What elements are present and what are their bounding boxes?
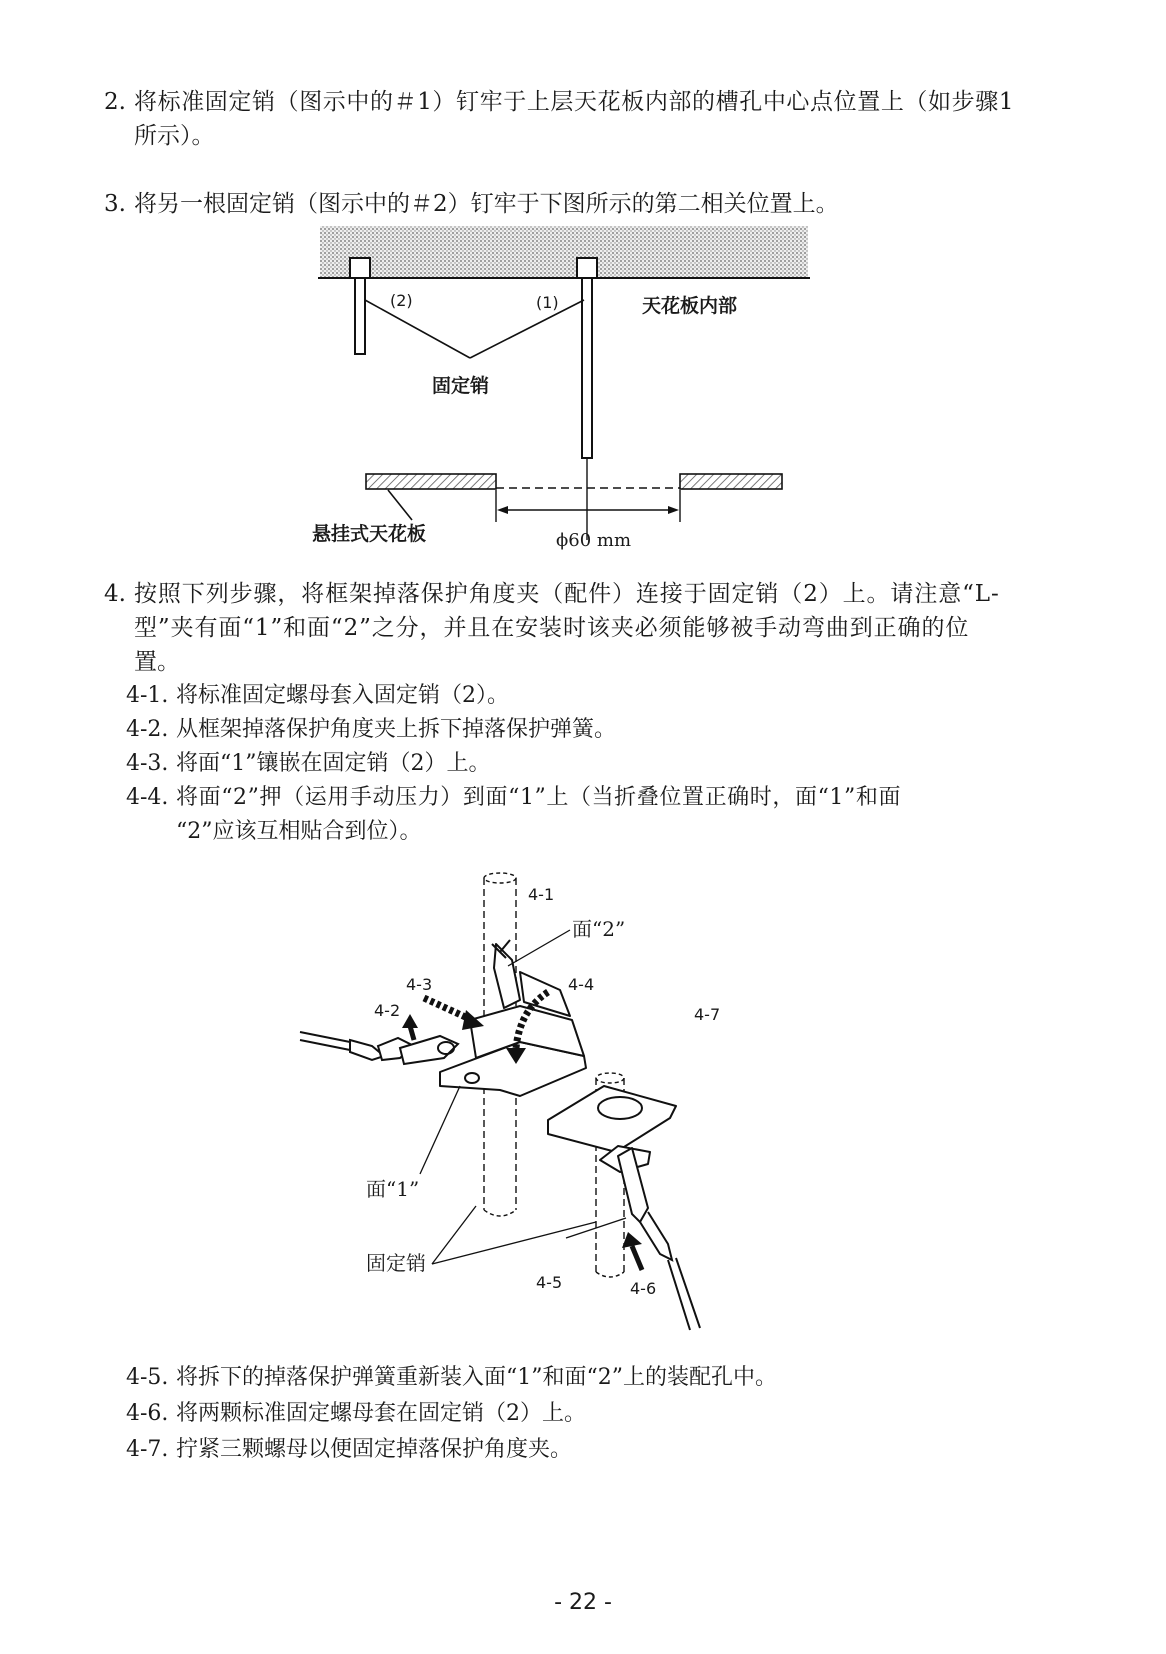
substep-4-1-text: 将标准固定螺母套入固定销（2）。 xyxy=(176,683,509,708)
upper-ceiling-slab xyxy=(320,226,808,278)
figure-ceiling-pins xyxy=(0,220,1166,560)
arrow-4-2 xyxy=(402,1014,418,1040)
step4-text-line3: 置。 xyxy=(134,649,180,675)
substep-4-2-id: 4-2. xyxy=(126,717,169,742)
pin-2 xyxy=(350,258,370,354)
page-number: - 22 - xyxy=(554,1590,612,1615)
substep-4-1-id: 4-1. xyxy=(126,683,169,708)
label-diameter: ϕ60 mm xyxy=(556,530,632,551)
step4-number: 4. xyxy=(104,581,126,607)
cable-spring-right xyxy=(640,1212,700,1330)
label-4-1: 4-1 xyxy=(528,885,555,904)
label-pin2: (2) xyxy=(390,291,413,310)
substep-4-5-id: 4-5. xyxy=(126,1365,169,1390)
label-4-5: 4-5 xyxy=(536,1273,563,1292)
label-4-4: 4-4 xyxy=(568,975,595,994)
step2-text-line2: 所示）。 xyxy=(134,123,215,149)
arrow-4-3 xyxy=(424,998,484,1030)
label-4-7: 4-7 xyxy=(694,1005,721,1024)
substep-4-4-text: 将面“2”押（运用手动压力）到面“1”上（当折叠位置正确时，面“1”和面 xyxy=(176,785,902,810)
substep-4-5-text: 将拆下的掉落保护弹簧重新装入面“1”和面“2”上的装配孔中。 xyxy=(176,1365,777,1390)
step2-text-line1: 将标准固定销（图示中的＃1）钉牢于上层天花板内部的槽孔中心点位置上（如步骤1 xyxy=(134,89,1015,115)
substep-4-4-text-cont: “2”应该互相贴合到位）。 xyxy=(176,819,422,844)
step2-number: 2. xyxy=(104,89,126,115)
cable-spring-left xyxy=(300,1032,458,1064)
suspended-ceiling-left xyxy=(366,474,496,489)
substep-4-6-text: 将两颗标准固定螺母套在固定销（2）上。 xyxy=(176,1401,586,1426)
substep-4-7-id: 4-7. xyxy=(126,1437,169,1462)
label-ceiling-interior: 天花板内部 xyxy=(642,295,738,317)
suspended-ceiling-right xyxy=(680,474,782,489)
label-pins-fig2: 固定销 xyxy=(366,1251,426,1275)
label-4-6: 4-6 xyxy=(630,1279,657,1298)
step3-number: 3. xyxy=(104,191,126,217)
step3-text: 将另一根固定销（图示中的＃2）钉牢于下图所示的第二相关位置上。 xyxy=(134,191,839,217)
figure-angle-clip xyxy=(0,860,1166,1340)
substep-4-3-id: 4-3. xyxy=(126,751,169,776)
label-face1: 面“1” xyxy=(366,1177,420,1201)
substep-4-4-id: 4-4. xyxy=(126,785,169,810)
pin-1 xyxy=(577,258,597,540)
step4-text-line2: 型”夹有面“1”和面“2”之分，并且在安装时该夹必须能够被手动弯曲到正确的位 xyxy=(134,615,970,641)
label-4-3: 4-3 xyxy=(406,975,433,994)
label-face2: 面“2” xyxy=(572,917,626,941)
label-suspended-ceiling: 悬挂式天花板 xyxy=(312,523,427,545)
substep-4-6-id: 4-6. xyxy=(126,1401,169,1426)
substep-4-2-text: 从框架掉落保护角度夹上拆下掉落保护弹簧。 xyxy=(176,717,617,742)
label-pins: 固定销 xyxy=(432,375,490,397)
step4-text-line1: 按照下列步骤，将框架掉落保护角度夹（配件）连接于固定销（2）上。请注意“L- xyxy=(134,581,1000,607)
substep-4-7-text: 拧紧三颗螺母以便固定掉落保护角度夹。 xyxy=(176,1437,573,1462)
label-pin1: (1) xyxy=(536,293,559,312)
arrow-4-6 xyxy=(622,1232,642,1270)
label-4-2: 4-2 xyxy=(374,1001,401,1020)
substep-4-3-text: 将面“1”镶嵌在固定销（2）上。 xyxy=(176,751,491,776)
clip-lower xyxy=(548,1086,676,1222)
